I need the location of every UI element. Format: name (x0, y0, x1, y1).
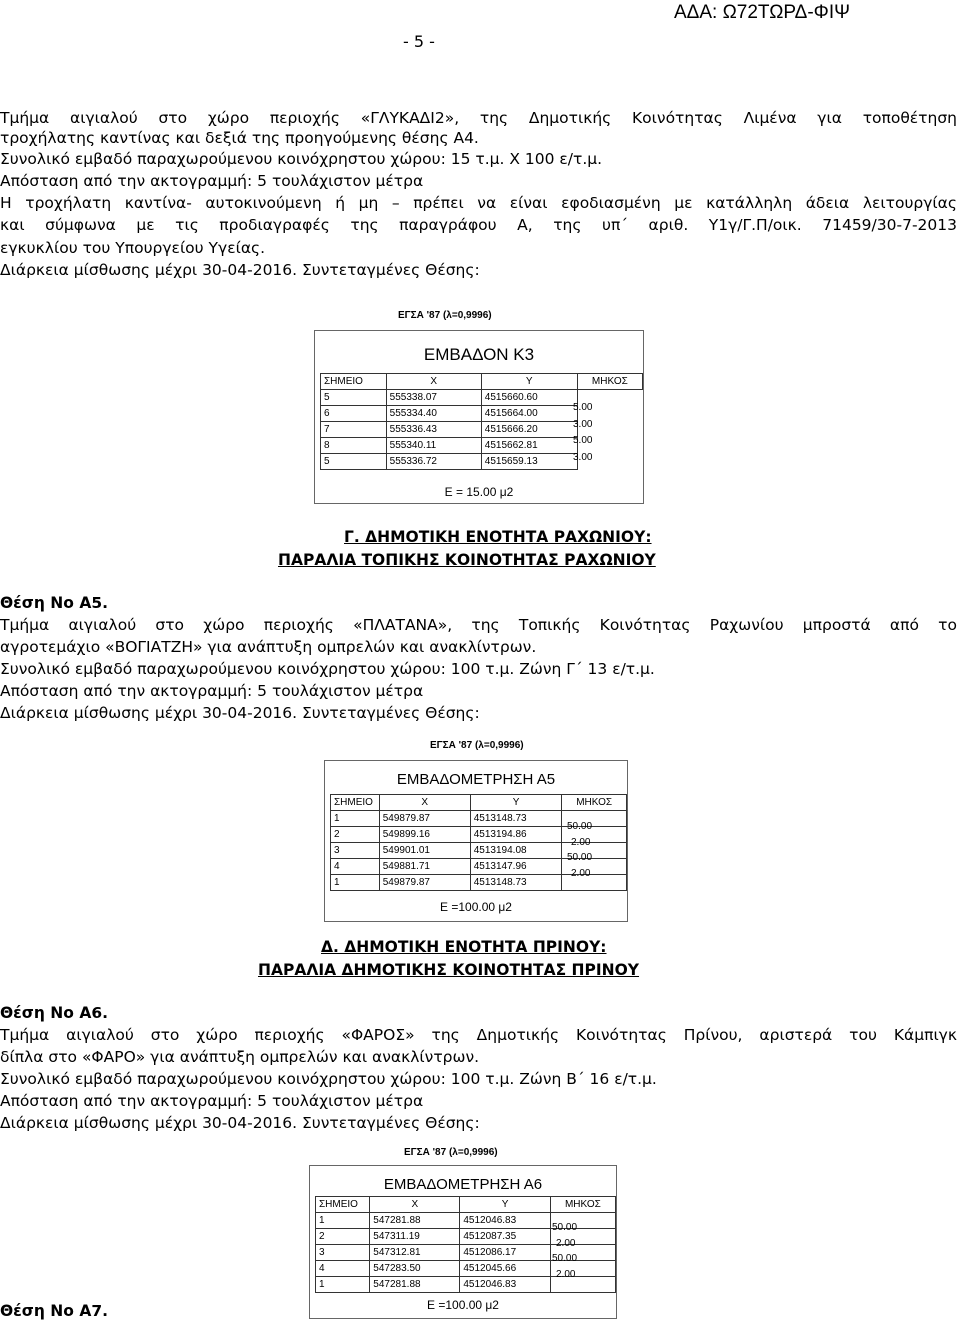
coordinates-table-a6 (309, 1165, 617, 1319)
g-text-line: αγροτεμάχιο «ΒΟΓΙΑΤΖΗ» για ανάπτυξη ομπρελών και ανακλίντρων. (0, 638, 537, 656)
d-text-line: Τμήμα αιγιαλού στο χώρο περιοχής «ΦΑΡΟΣ» της Δημοτικής Κοινότητας Πρίνου, αριστερά του Κάμπιγκ (0, 1026, 957, 1044)
col-header-y: Υ (460, 1197, 550, 1213)
cell-point: 3 (331, 843, 380, 859)
egsa-label: ΕΓΣΑ '87 (λ=0,9996) (398, 310, 492, 321)
cell-y: 4515664.00 (481, 406, 577, 422)
col-header-x: Χ (370, 1197, 460, 1213)
area-total: Ε = 15.00 μ2 (444, 485, 514, 499)
d-duration-line: Διάρκεια μίσθωσης μέχρι 30-04-2016. Συντεταγμένες Θέσης: (0, 1114, 480, 1132)
d-distance-line: Απόσταση από την ακτογραμμή: 5 τουλάχιστον μέτρα (0, 1092, 424, 1110)
table-title: ΕΜΒΑΔΟΜΕΤΡΗΣΗ Α6 (383, 1176, 543, 1193)
length-value: 2.00 (556, 1238, 576, 1249)
length-value: 50.00 (567, 821, 593, 832)
cell-y: 4513194.08 (470, 843, 562, 859)
cell-point: 1 (316, 1277, 370, 1293)
cell-x: 549901.01 (379, 843, 470, 859)
cell-y: 4512046.83 (460, 1277, 550, 1293)
cell-x: 549881.71 (379, 859, 470, 875)
egsa-label: ΕΓΣΑ '87 (λ=0,9996) (430, 740, 524, 751)
cell-x: 555338.07 (386, 390, 481, 406)
s1-text-line: Η τροχήλατη καντίνα- αυτοκινούμενη ή μη – πρέπει να είναι εφοδιασμένη με κατάλληλη άδεια λειτουργίας (0, 194, 957, 212)
cell-x: 547311.19 (370, 1229, 460, 1245)
col-header-length: ΜΗΚΟΣ (562, 795, 627, 811)
cell-point: 5 (321, 390, 387, 406)
cell-y: 4515666.20 (481, 422, 577, 438)
page-number: - 5 - (403, 32, 435, 51)
s1-area-line: Συνολικό εμβαδό παραχωρούμενου κοινόχρηστου χώρου: 15 τ.μ. Χ 100 ε/τ.μ. (0, 150, 603, 168)
length-value: 2.00 (556, 1269, 576, 1280)
table-row (321, 390, 643, 406)
cell-x: 549899.16 (379, 827, 470, 843)
length-value: 3.00 (573, 419, 593, 430)
cell-point: 1 (331, 811, 380, 827)
section-heading: Γ. ΔΗΜΟΤΙΚΗ ΕΝΟΤΗΤΑ ΡΑΧΩΝΙΟΥ: (344, 528, 652, 546)
length-value: 50.00 (552, 1253, 578, 1264)
cell-point: 5 (321, 454, 387, 470)
cell-y: 4513148.73 (470, 811, 562, 827)
cell-point: 3 (316, 1245, 370, 1261)
cell-y: 4512086.17 (460, 1245, 550, 1261)
area-total: Ε =100.00 μ2 (427, 1298, 499, 1312)
cell-point: 1 (316, 1213, 370, 1229)
cell-x: 555334.40 (386, 406, 481, 422)
cell-x: 555336.43 (386, 422, 481, 438)
position-title: Θέση Νο Α7. (0, 1302, 108, 1320)
cell-y: 4515660.60 (481, 390, 577, 406)
cell-x: 555340.11 (386, 438, 481, 454)
d-area-line: Συνολικό εμβαδό παραχωρούμενου κοινόχρηστου χώρου: 100 τ.μ. Ζώνη Β΄ 16 ε/τ.μ. (0, 1070, 657, 1088)
g-area-line: Συνολικό εμβαδό παραχωρούμενου κοινόχρηστου χώρου: 100 τ.μ. Ζώνη Γ΄ 13 ε/τ.μ. (0, 660, 655, 678)
section-subheading: ΠΑΡΑΛΙΑ ΔΗΜΟΤΙΚΗΣ ΚΟΙΝΟΤΗΤΑΣ ΠΡΙΝΟΥ (258, 961, 640, 979)
g-text-line: Τμήμα αιγιαλού στο χώρο περιοχής «ΠΛΑΤΑΝΑ», της Τοπικής Κοινότητας Ραχωνίου μπροστά από το (0, 616, 957, 634)
cell-y: 4513147.96 (470, 859, 562, 875)
coordinates-table-a5 (324, 760, 628, 922)
area-total: Ε =100.00 μ2 (440, 900, 512, 914)
col-header-x: Χ (386, 374, 481, 390)
s1-distance-line: Απόσταση από την ακτογραμμή: 5 τουλάχιστον μέτρα (0, 172, 424, 190)
col-header-point: ΣΗΜΕΙΟ (331, 795, 380, 811)
cell-x: 549879.87 (379, 811, 470, 827)
length-value: 2.00 (571, 837, 591, 848)
cell-y: 4513148.73 (470, 875, 562, 891)
cell-point: 6 (321, 406, 387, 422)
cell-y: 4515659.13 (481, 454, 577, 470)
cell-x: 555336.72 (386, 454, 481, 470)
cell-point: 4 (331, 859, 380, 875)
s1-duration-line: Διάρκεια μίσθωσης μέχρι 30-04-2016. Συντεταγμένες Θέσης: (0, 261, 480, 279)
cell-point: 8 (321, 438, 387, 454)
length-value: 2.00 (571, 868, 591, 879)
section-subheading: ΠΑΡΑΛΙΑ ΤΟΠΙΚΗΣ ΚΟΙΝΟΤΗΤΑΣ ΡΑΧΩΝΙΟΥ (278, 551, 656, 569)
length-value: 50.00 (552, 1222, 578, 1233)
egsa-label: ΕΓΣΑ '87 (λ=0,9996) (404, 1147, 498, 1158)
col-header-length: ΜΗΚΟΣ (577, 374, 642, 390)
cell-x: 547281.88 (370, 1277, 460, 1293)
s1-text-line: τροχήλατης καντίνας και δεξιά της προηγούμενης θέσης Α4. (0, 129, 479, 147)
length-value: 5.00 (573, 435, 593, 446)
table-title: ΕΜΒΑΔΟΜΕΤΡΗΣΗ Α5 (396, 771, 556, 788)
cell-y: 4512046.83 (460, 1213, 550, 1229)
ada-code: ΑΔΑ: Ω72ΤΩΡΔ-ΦΙΨ (674, 2, 850, 23)
cell-point: 1 (331, 875, 380, 891)
cell-y: 4512045.66 (460, 1261, 550, 1277)
col-header-y: Υ (481, 374, 577, 390)
s1-text-line: εγκυκλίου του Υπουργείου Υγείας. (0, 239, 266, 257)
cell-point: 2 (331, 827, 380, 843)
col-header-length: ΜΗΚΟΣ (550, 1197, 615, 1213)
section-heading: Δ. ΔΗΜΟΤΙΚΗ ΕΝΟΤΗΤΑ ΠΡΙΝΟΥ: (321, 938, 607, 956)
cell-y: 4515662.81 (481, 438, 577, 454)
cell-y: 4512087.35 (460, 1229, 550, 1245)
s1-text-line: και σύμφωνα με τις προδιαγραφές της παραγράφου Α, της υπ΄ αριθ. Υ1γ/Γ.Π/οικ. 71459/30-7-2013 (0, 216, 957, 234)
cell-point: 4 (316, 1261, 370, 1277)
length-value: 5.00 (573, 402, 593, 413)
s1-text-line: Τμήμα αιγιαλού στο χώρο περιοχής «ΓΛΥΚΑΔΙ2», της Δημοτικής Κοινότητας Λιμένα για τοποθέτηση (0, 109, 957, 127)
cell-point: 7 (321, 422, 387, 438)
table-row (321, 422, 643, 438)
col-header-y: Υ (470, 795, 562, 811)
table-title: ΕΜΒΑΔΟΝ Κ3 (423, 345, 535, 364)
cell-point: 2 (316, 1229, 370, 1245)
table-row (321, 406, 643, 422)
g-duration-line: Διάρκεια μίσθωσης μέχρι 30-04-2016. Συντεταγμένες Θέσης: (0, 704, 480, 722)
coords-grid (320, 373, 643, 470)
cell-x: 547281.88 (370, 1213, 460, 1229)
table-row (321, 438, 643, 454)
cell-x: 547312.81 (370, 1245, 460, 1261)
table-row (321, 454, 643, 470)
col-header-x: Χ (379, 795, 470, 811)
col-header-point: ΣΗΜΕΙΟ (321, 374, 387, 390)
position-title: Θέση Νο Α6. (0, 1004, 108, 1022)
cell-x: 547283.50 (370, 1261, 460, 1277)
cell-y: 4513194.86 (470, 827, 562, 843)
cell-x: 549879.87 (379, 875, 470, 891)
position-title: Θέση Νο Α5. (0, 594, 108, 612)
length-value: 3.00 (573, 452, 593, 463)
length-value: 50.00 (567, 852, 593, 863)
d-text-line: δίπλα στο «ΦΑΡΟ» για ανάπτυξη ομπρελών και ανακλίντρων. (0, 1048, 480, 1066)
g-distance-line: Απόσταση από την ακτογραμμή: 5 τουλάχιστον μέτρα (0, 682, 424, 700)
coordinates-table-k3 (314, 330, 644, 504)
col-header-point: ΣΗΜΕΙΟ (316, 1197, 370, 1213)
